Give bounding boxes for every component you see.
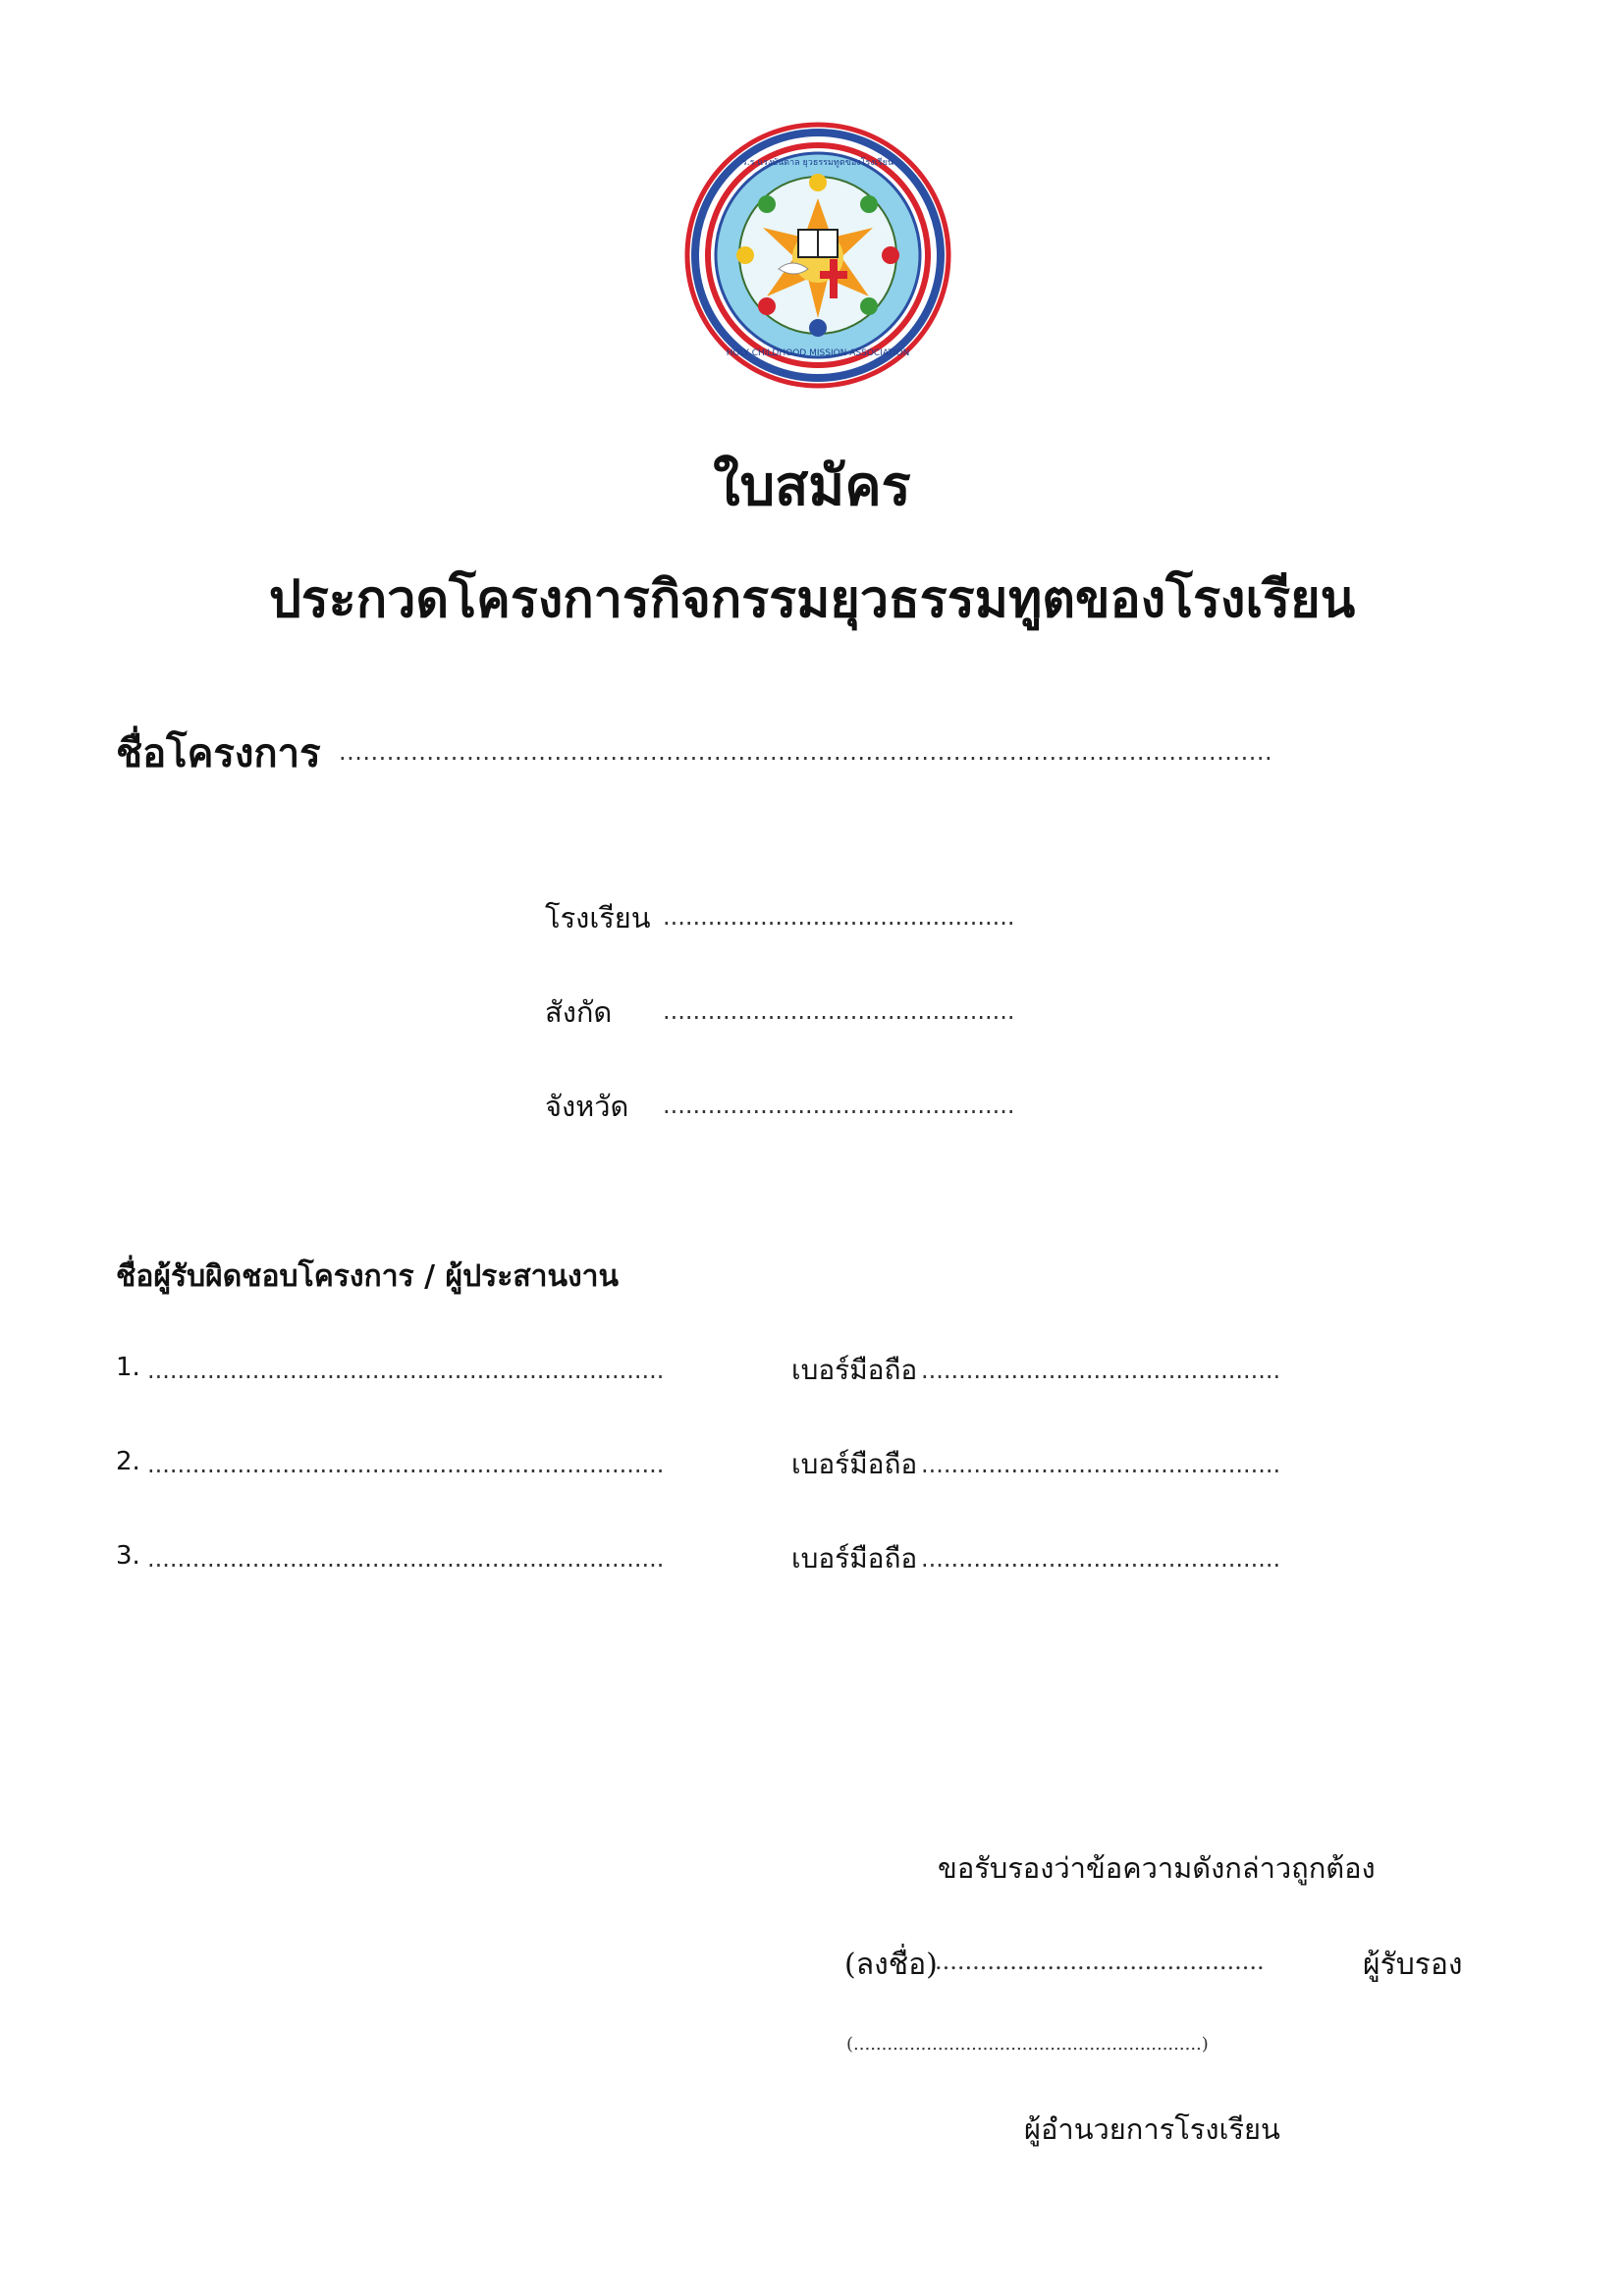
province-field[interactable]: ...............................................	[663, 1092, 1015, 1119]
affiliation-label: สังกัด	[545, 995, 613, 1029]
form-subtitle: ประกวดโครงการกิจกรรมยุวธรรมทูตของโรงเรียน	[268, 570, 1356, 629]
row-number: 3.	[116, 1541, 140, 1571]
phone-field-2[interactable]: ................................................	[921, 1451, 1281, 1478]
phone-field-1[interactable]: ................................................	[921, 1357, 1281, 1384]
phone-label: เบอร์มือถือ	[791, 1542, 918, 1575]
school-label: โรงเรียน	[545, 901, 651, 934]
school-field[interactable]: ...............................................	[663, 903, 1015, 931]
certifier-role: ผู้รับรอง	[1363, 1948, 1463, 1982]
province-label: จังหวัด	[545, 1090, 629, 1123]
row-number: 1.	[116, 1353, 140, 1382]
responsible-heading: ชื่อผู้รับผิดชอบโครงการ / ผู้ประสานงาน	[116, 1259, 620, 1294]
seal-text-top: ร.ร.แรงบันดาล ยุวธรรมทูตของโรงเรียน	[741, 158, 894, 168]
affiliation-field[interactable]: ...............................................	[663, 997, 1015, 1025]
responsible-name-field-1[interactable]: .....................................................................	[147, 1357, 665, 1384]
school-seal-logo	[684, 122, 951, 389]
seal-text-bottom: HOLY CHILDHOOD MISSION ASSOCIATION	[726, 348, 910, 358]
responsible-name-field-3[interactable]: .....................................................................	[147, 1545, 665, 1573]
certify-text: ขอรับรองว่าข้อความดังกล่าวถูกต้อง	[938, 1851, 1376, 1885]
phone-label: เบอร์มือถือ	[791, 1448, 918, 1480]
phone-field-3[interactable]: ................................................	[921, 1545, 1281, 1573]
row-number: 2.	[116, 1447, 140, 1476]
signature-field[interactable]: ............................................	[935, 1948, 1265, 1975]
form-title: ใบสมัคร	[713, 454, 911, 518]
director-position: ผู้อำนวยการโรงเรียน	[1024, 2112, 1280, 2146]
phone-label: เบอร์มือถือ	[791, 1354, 918, 1386]
project-name-label: ชื่อโครงการ	[116, 731, 321, 776]
sign-label: (ลงชื่อ)	[844, 1948, 938, 1982]
printed-name-field[interactable]: (..............................................................)	[846, 2034, 1209, 2055]
project-name-field[interactable]: .....................................................................................................................	[339, 738, 1273, 766]
responsible-name-field-2[interactable]: .....................................................................	[147, 1451, 665, 1478]
